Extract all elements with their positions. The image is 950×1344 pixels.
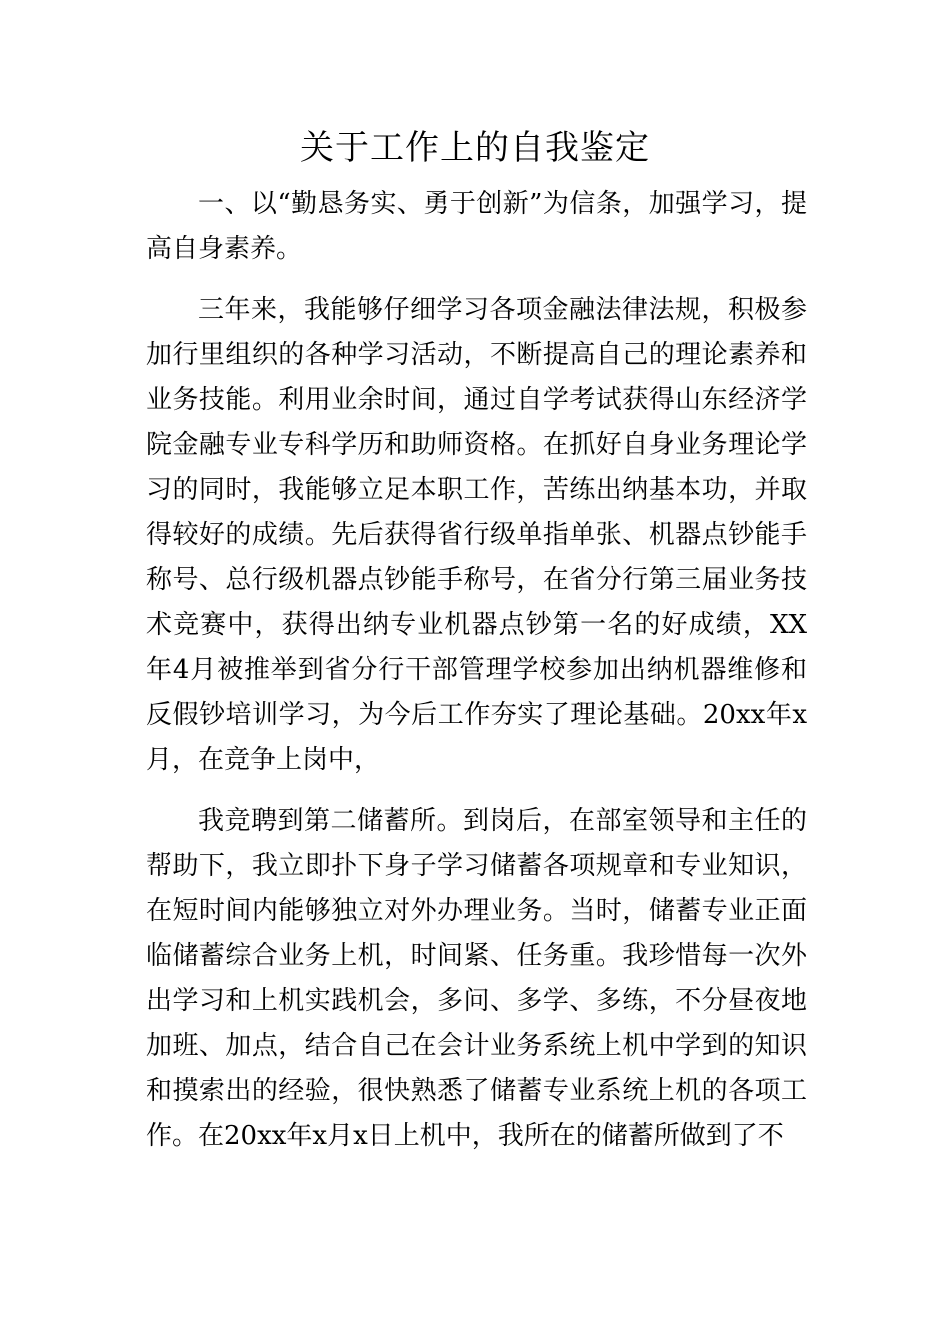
paragraph-savings-office: 我竞聘到第二储蓄所。到岗后，在部室领导和主任的帮助下，我立即扑下身子学习储蓄各项规章和专业知识，在短时间内能够独立对外办理业务。当时，储蓄专业正面临储蓄综合业务上机，时间紧、任务重。我珍惜每一次外出学习和上机实践机会，多问、多学、多练，不分昼夜地加班、加点，结合自己在会计业务系统上机中学到的知识和摸索出的经验，很快熟悉了储蓄专业系统上机的各项工作。在20xx年x月x日上机中，我所在的储蓄所做到了不	[146, 806, 807, 1151]
document-body	[146, 182, 807, 1159]
paragraph-heading-one: 一、以“勤恳务实、勇于创新”为信条，加强学习，提高自身素养。	[146, 189, 807, 264]
document-title: 关于工作上的自我鉴定	[300, 128, 650, 168]
paragraph-study-achievements: 三年来，我能够仔细学习各项金融法律法规，积极参加行里组织的各种学习活动，不断提高自己的理论素养和业务技能。利用业余时间，通过自学考试获得山东经济学院金融专业专科学历和助师资格。在抓好自身业务理论学习的同时，我能够立足本职工作，苦练出纳基本功，并取得较好的成绩。先后获得省行级单指单张、机器点钞能手称号、总行级机器点钞能手称号，在省分行第三届业务技术竞赛中，获得出纳专业机器点钞第一名的好成绩，XX年4月被推举到省分行干部管理学校参加出纳机器维修和反假钞培训学习，为今后工作夯实了理论基础。20xx年x月，在竞争上岗中，	[146, 295, 807, 775]
